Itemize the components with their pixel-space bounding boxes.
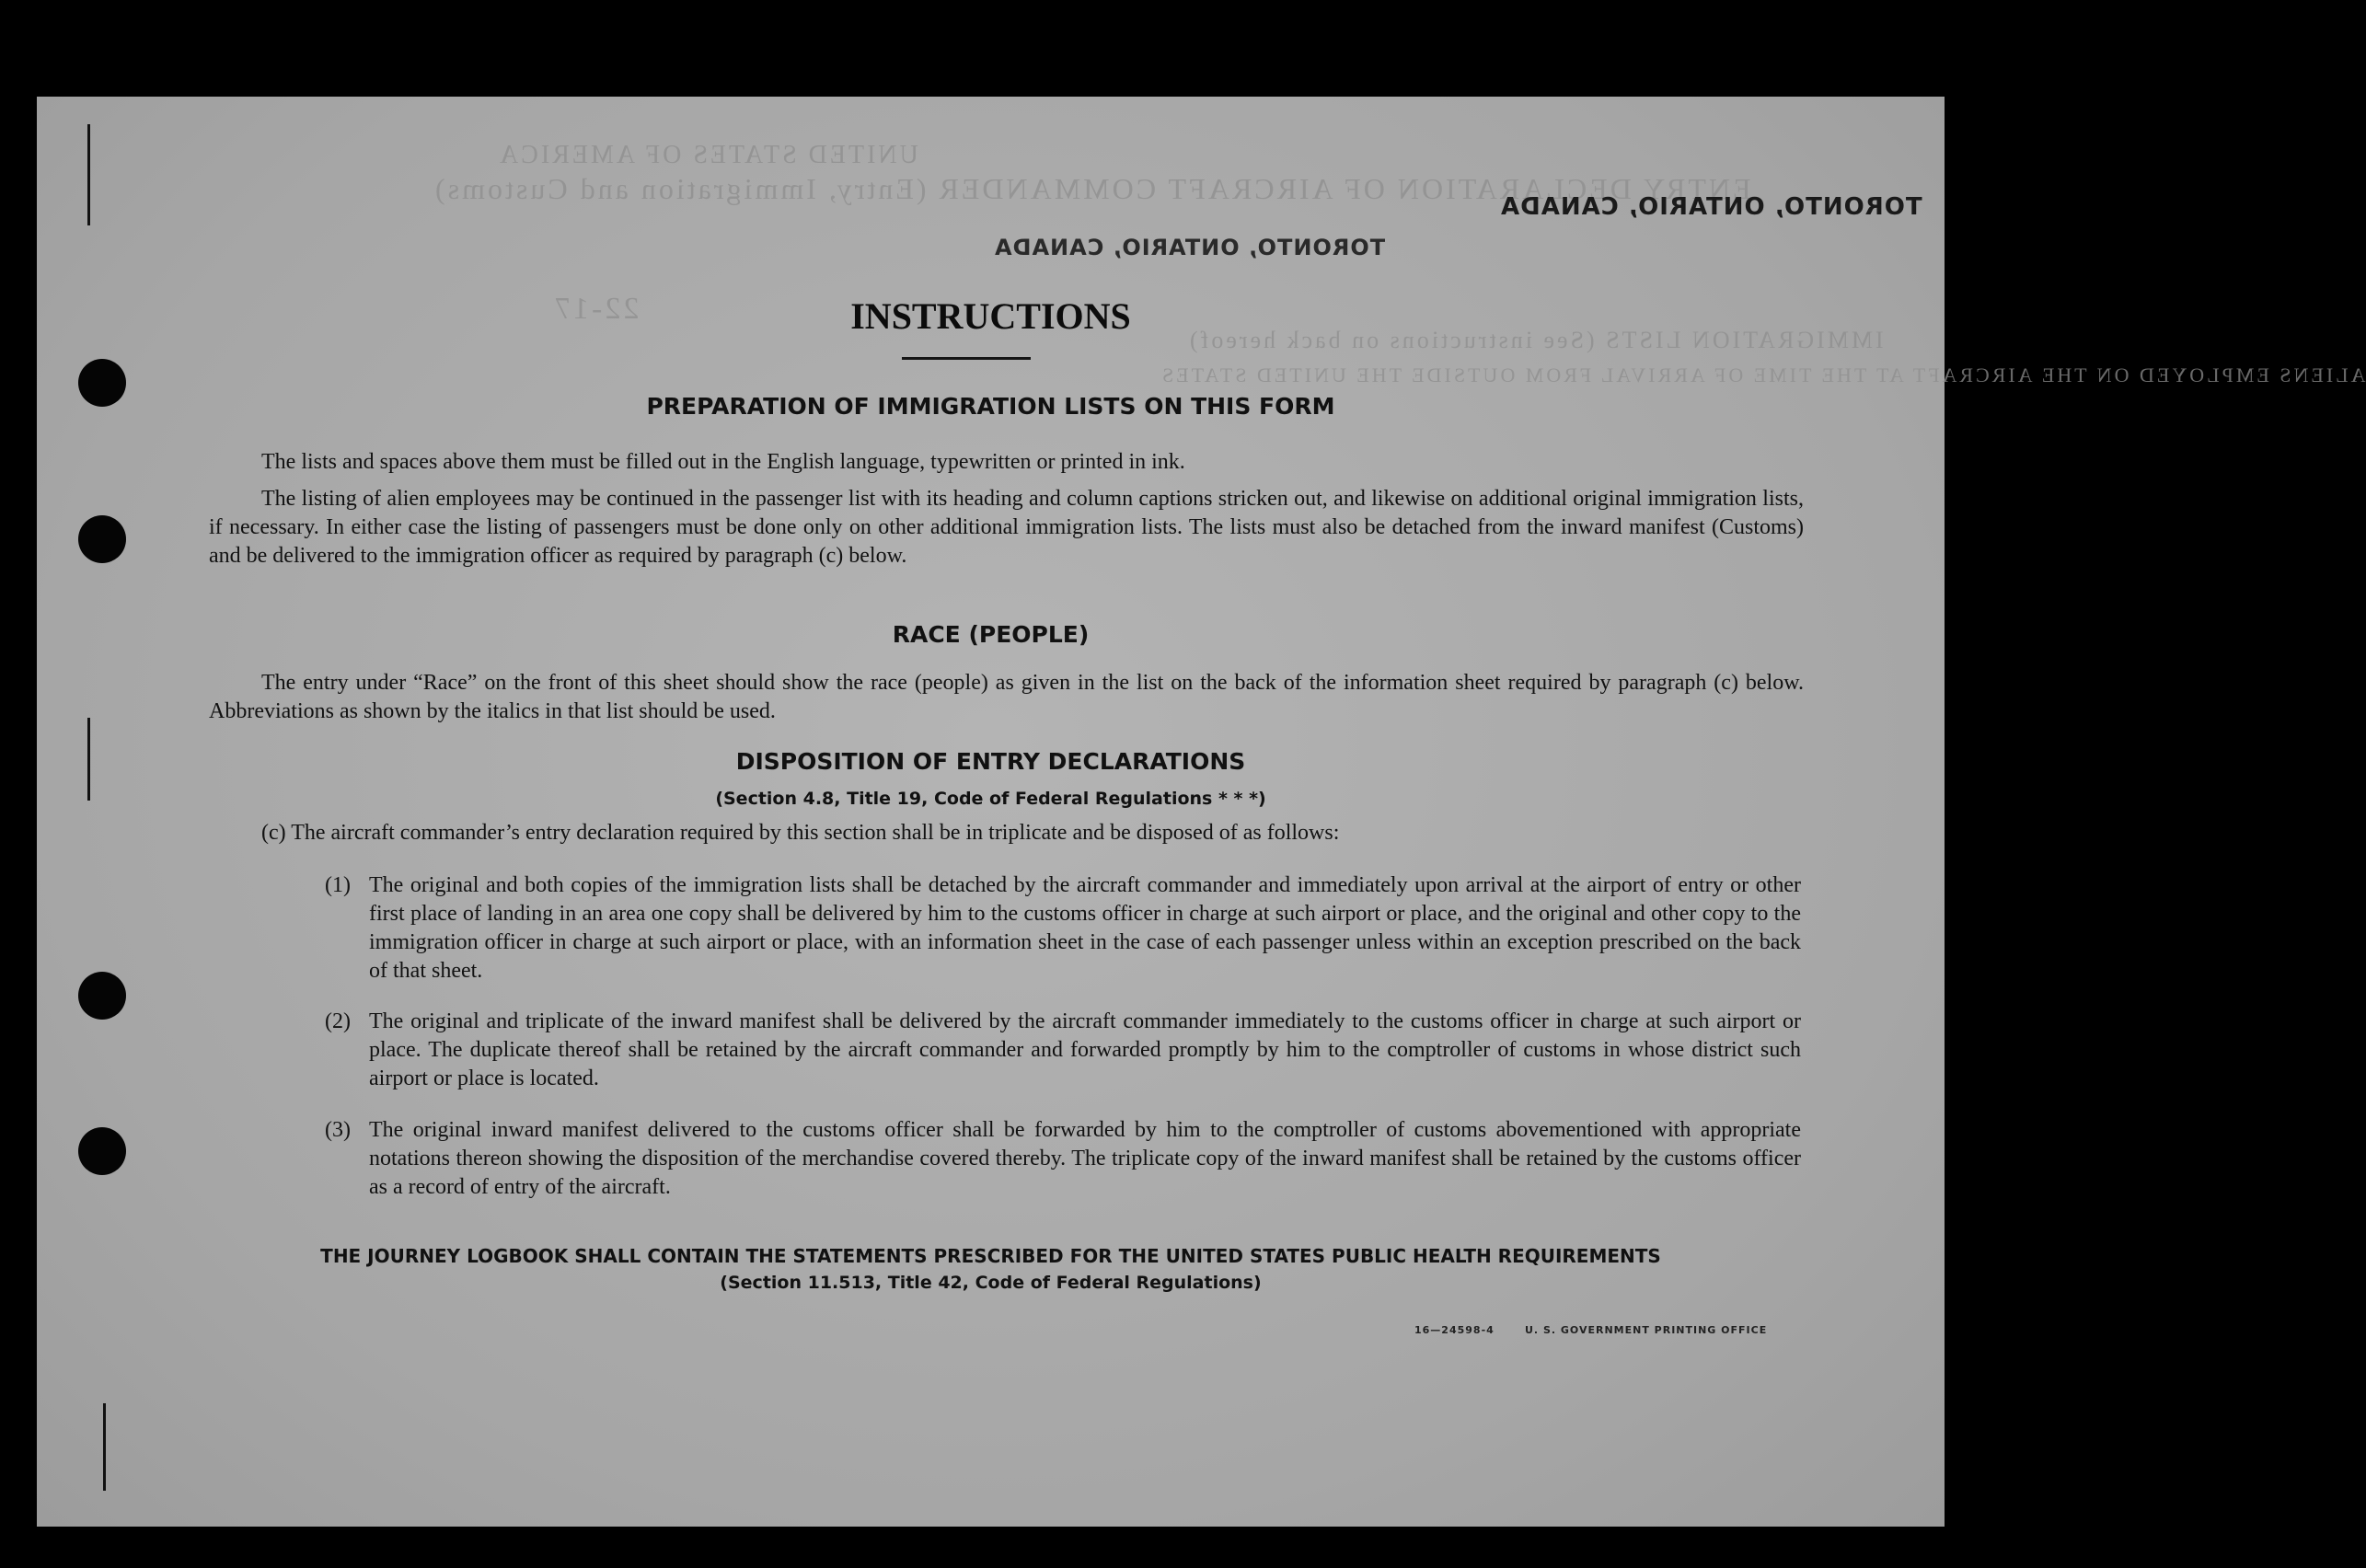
paragraph-race-1: The entry under “Race” on the front of this sheet should show the race (people) as given in the list on the back of the information sheet required by paragraph (c) below. Abbreviations as shown by the italics in that list should be used. [209, 671, 1804, 723]
list-item [325, 871, 1801, 986]
list-item-number: (3) [325, 1118, 351, 1142]
page-title: INSTRUCTIONS [850, 295, 1131, 337]
list-item-number: (2) [325, 1009, 351, 1033]
list-item [325, 1116, 1801, 1202]
printer-code: 16—24598-4 [1414, 1324, 1495, 1336]
footer-requirement: THE JOURNEY LOGBOOK SHALL CONTAIN THE STATEMENTS PRESCRIBED FOR THE UNITED STATES PUBLIC HEALTH REQUIREMENTS [320, 1245, 1661, 1267]
section-heading-disposition: DISPOSITION OF ENTRY DECLARATIONS [735, 748, 1246, 775]
bleed-through-text: ALIENS EMPLOYED ON THE AIRCRAFT AT THE TIME OF ARRIVAL FROM OUTSIDE THE UNITED STATES [1160, 363, 2366, 386]
section-heading-race: RACE (PEOPLE) [892, 621, 1090, 648]
bleed-through-text: 22-17 [552, 292, 640, 326]
section-subheading-disposition: (Section 4.8, Title 19, Code of Federal Regulations * * *) [715, 789, 1266, 809]
list-item-text: The original and triplicate of the inward manifest shall be delivered by the aircraft commander immediately to the customs officer in charge at such airport or place. The duplicate thereof shall be retained by the aircraft commander and forwarded promptly by him to the comptroller of customs in whose district such airport or place is located. [369, 1009, 1801, 1090]
paragraph-preparation-2: The listing of alien employees may be continued in the passenger list with its heading and column captions stricken out, and likewise on additional original immigration lists, if necessary. In either case the listing of passengers must be done only on other additional immigration lists. The lists must also be detached from the inward manifest (Customs) and be delivered to the immigration officer as required by paragraph (c) below. [209, 487, 1804, 568]
list-item-number: (1) [325, 873, 351, 897]
section-heading-preparation: PREPARATION OF IMMIGRATION LISTS ON THIS FORM [646, 393, 1335, 420]
stamp-mark: TORONTO, ONTARIO, CANADA [1500, 193, 1922, 221]
footer-citation: (Section 11.513, Title 42, Code of Federal Regulations) [720, 1273, 1262, 1293]
document-sheet [37, 97, 2366, 1527]
title-underline [902, 357, 1031, 360]
stamp-mark: TORONTO, ONTARIO, CANADA [994, 235, 1386, 260]
punch-hole [78, 1127, 126, 1175]
list-item [325, 1008, 1801, 1093]
paragraph-preparation-1: The lists and spaces above them must be filled out in the English language, typewritten or printed in ink. [261, 450, 1185, 474]
paragraph-disposition-intro: (c) The aircraft commander’s entry declaration required by this section shall be in triplicate and be disposed of as follows: [261, 821, 1340, 845]
margin-tick [87, 124, 90, 225]
punch-hole [78, 515, 126, 563]
printer-office: U. S. GOVERNMENT PRINTING OFFICE [1525, 1324, 1768, 1336]
bleed-through-text: UNITED STATES OF AMERICA [497, 141, 918, 169]
bleed-through-text: IMMIGRATION LISTS (See instructions on back hereof) [1187, 327, 1884, 353]
list-item-text: The original and both copies of the immigration lists shall be detached by the aircraft commander and immediately upon arrival at the airport of entry or other first place of landing in an area one copy shall be delivered by him to the customs officer in charge at such airport or place, and the original and other copy to the immigration officer in charge at such airport or place, with an information sheet in the case of each passenger unless within an exception prescribed on the back of that sheet. [369, 873, 1801, 983]
margin-tick [103, 1403, 106, 1491]
list-item-text: The original inward manifest delivered to the customs officer shall be forwarded by him to the comptroller of customs abovementioned with appropriate notations thereon showing the disposition of the merchandise covered thereby. The triplicate copy of the inward manifest shall be retained by the customs officer as a record of entry of the aircraft. [369, 1118, 1801, 1199]
punch-hole [78, 972, 126, 1020]
bleed-through-text: ENTRY DECLARATION OF AIRCRAFT COMMANDER (Entry, Immigration and Customs) [433, 172, 1751, 205]
